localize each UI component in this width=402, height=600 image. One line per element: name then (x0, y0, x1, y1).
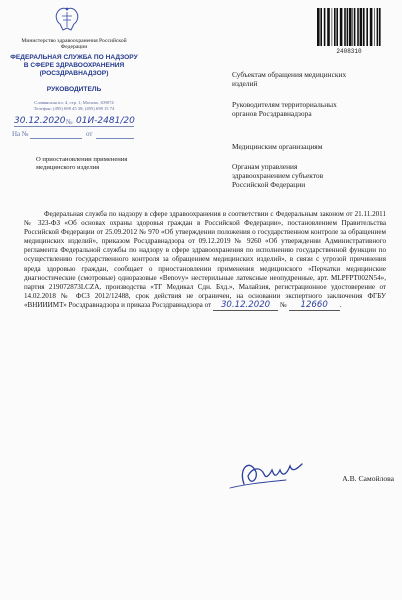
barcode-icon (316, 8, 382, 46)
on-date-label: от (86, 130, 93, 138)
barcode-bar (366, 8, 368, 46)
coat-of-arms-icon (54, 6, 80, 34)
on-number-label: На № (12, 130, 29, 138)
barcode-bar (336, 8, 338, 46)
barcode-bar (377, 8, 379, 46)
recipient-2: Руководителям территориальных органов Росздравнадзора (232, 100, 337, 119)
on-date-underline (96, 138, 134, 139)
barcode-bar (347, 8, 349, 46)
address-line: Славянская пл. 4, стр. 1, Москва, 109074 (34, 100, 114, 105)
barcode-bar (379, 8, 381, 46)
service-name: ФЕДЕРАЛЬНАЯ СЛУЖБА ПО НАДЗОРУ В СФЕРЕ ЗДРАВООХРАНЕНИЯ (10, 54, 138, 69)
barcode-bar (340, 8, 343, 46)
order-number: 12660 (289, 300, 340, 311)
barcode-bar (317, 8, 320, 46)
recipient-3: Медицинским организациям (232, 142, 323, 151)
barcode-bar (349, 8, 352, 46)
barcode-bar (374, 8, 375, 46)
reg-number: 01И-2481/20 (76, 116, 135, 126)
barcode-bar (332, 8, 333, 46)
barcode-bar (324, 8, 326, 46)
barcode-bar (370, 8, 373, 46)
barcode-bar (360, 8, 363, 46)
barcode-bar (354, 8, 356, 46)
recipient-4: Органам управления здравоохранением субъектов Российской Федерации (232, 162, 324, 190)
on-number-underline (30, 138, 82, 139)
body-end-dot: . (339, 300, 342, 309)
letter-body (24, 210, 386, 310)
reg-date: 30.12.2020 (14, 116, 66, 126)
letterhead-heading: РУКОВОДИТЕЛЬ (46, 86, 102, 93)
signer-name: А.В. Самойлова (342, 474, 394, 483)
barcode-bar (320, 8, 322, 46)
ministry-name: Министерство здравоохранения Российской Федерации (21, 38, 127, 51)
barcode-number: 2408310 (336, 48, 362, 55)
recipient-1: Субъектам обращения медицинских изделий (232, 70, 347, 89)
reg-number-underline (14, 126, 134, 127)
order-date: 30.12.2020 (213, 300, 278, 311)
signature-icon (226, 454, 306, 492)
service-abbreviation: (РОСЗДРАВНАДЗОР) (39, 70, 109, 77)
reg-number-sign: № (66, 118, 73, 126)
barcode-bar (327, 8, 330, 46)
barcode-bar (334, 8, 336, 46)
barcode-bar (357, 8, 359, 46)
barcode-bar (352, 8, 353, 46)
letter-subject: О приостановлении применения медицинского изделия (36, 156, 128, 172)
barcode-bar (344, 8, 346, 46)
barcode-bar (363, 8, 365, 46)
body-paragraph: Федеральная служба по надзору в сфере здравоохранения в соответствии с Федеральным законом от 21.11.2011 № 323-ФЗ «Об основах охраны здоровья граждан в Российской Федерации», постановлением Правительства Российской Федерации от 25.09.2012 № 970 «Об утверждении положения о государственном контроле за обращением медицинских изделий», приказом Росздравнадзора от 09.12.2019 № 9260 «Об утверждении Административного регламента Федеральной службы по надзору в сфере здравоохранения по исполнению государственной функции по осуществлению государственного контроля за обращением медицинских изделий», в связи с угрозой причинения вреда здоровью граждан, сообщает о приостановлении применения медицинского «Перчатки медицинские диагностические (смотровые) одноразовые «Benovy» нестерильные латексные неопудренные, арт. MLPFPT002N54», партия 219072873LCZA, производства «ТГ Медикал Сдн. Бхд.», Малайзия, регистрационное удостоверение от 14.02.2018 № ФСЗ 2012/12488, срок действия не ограничен, на основании экспертного заключения ФГБУ «ВНИИИМТ» Росздравнадзора и приказа Росздравнадзора от (24, 210, 386, 309)
order-number-sign: № (279, 300, 287, 309)
phone-line: Телефон: (495) 698 45 38; (495) 698 15 74 (33, 106, 115, 111)
